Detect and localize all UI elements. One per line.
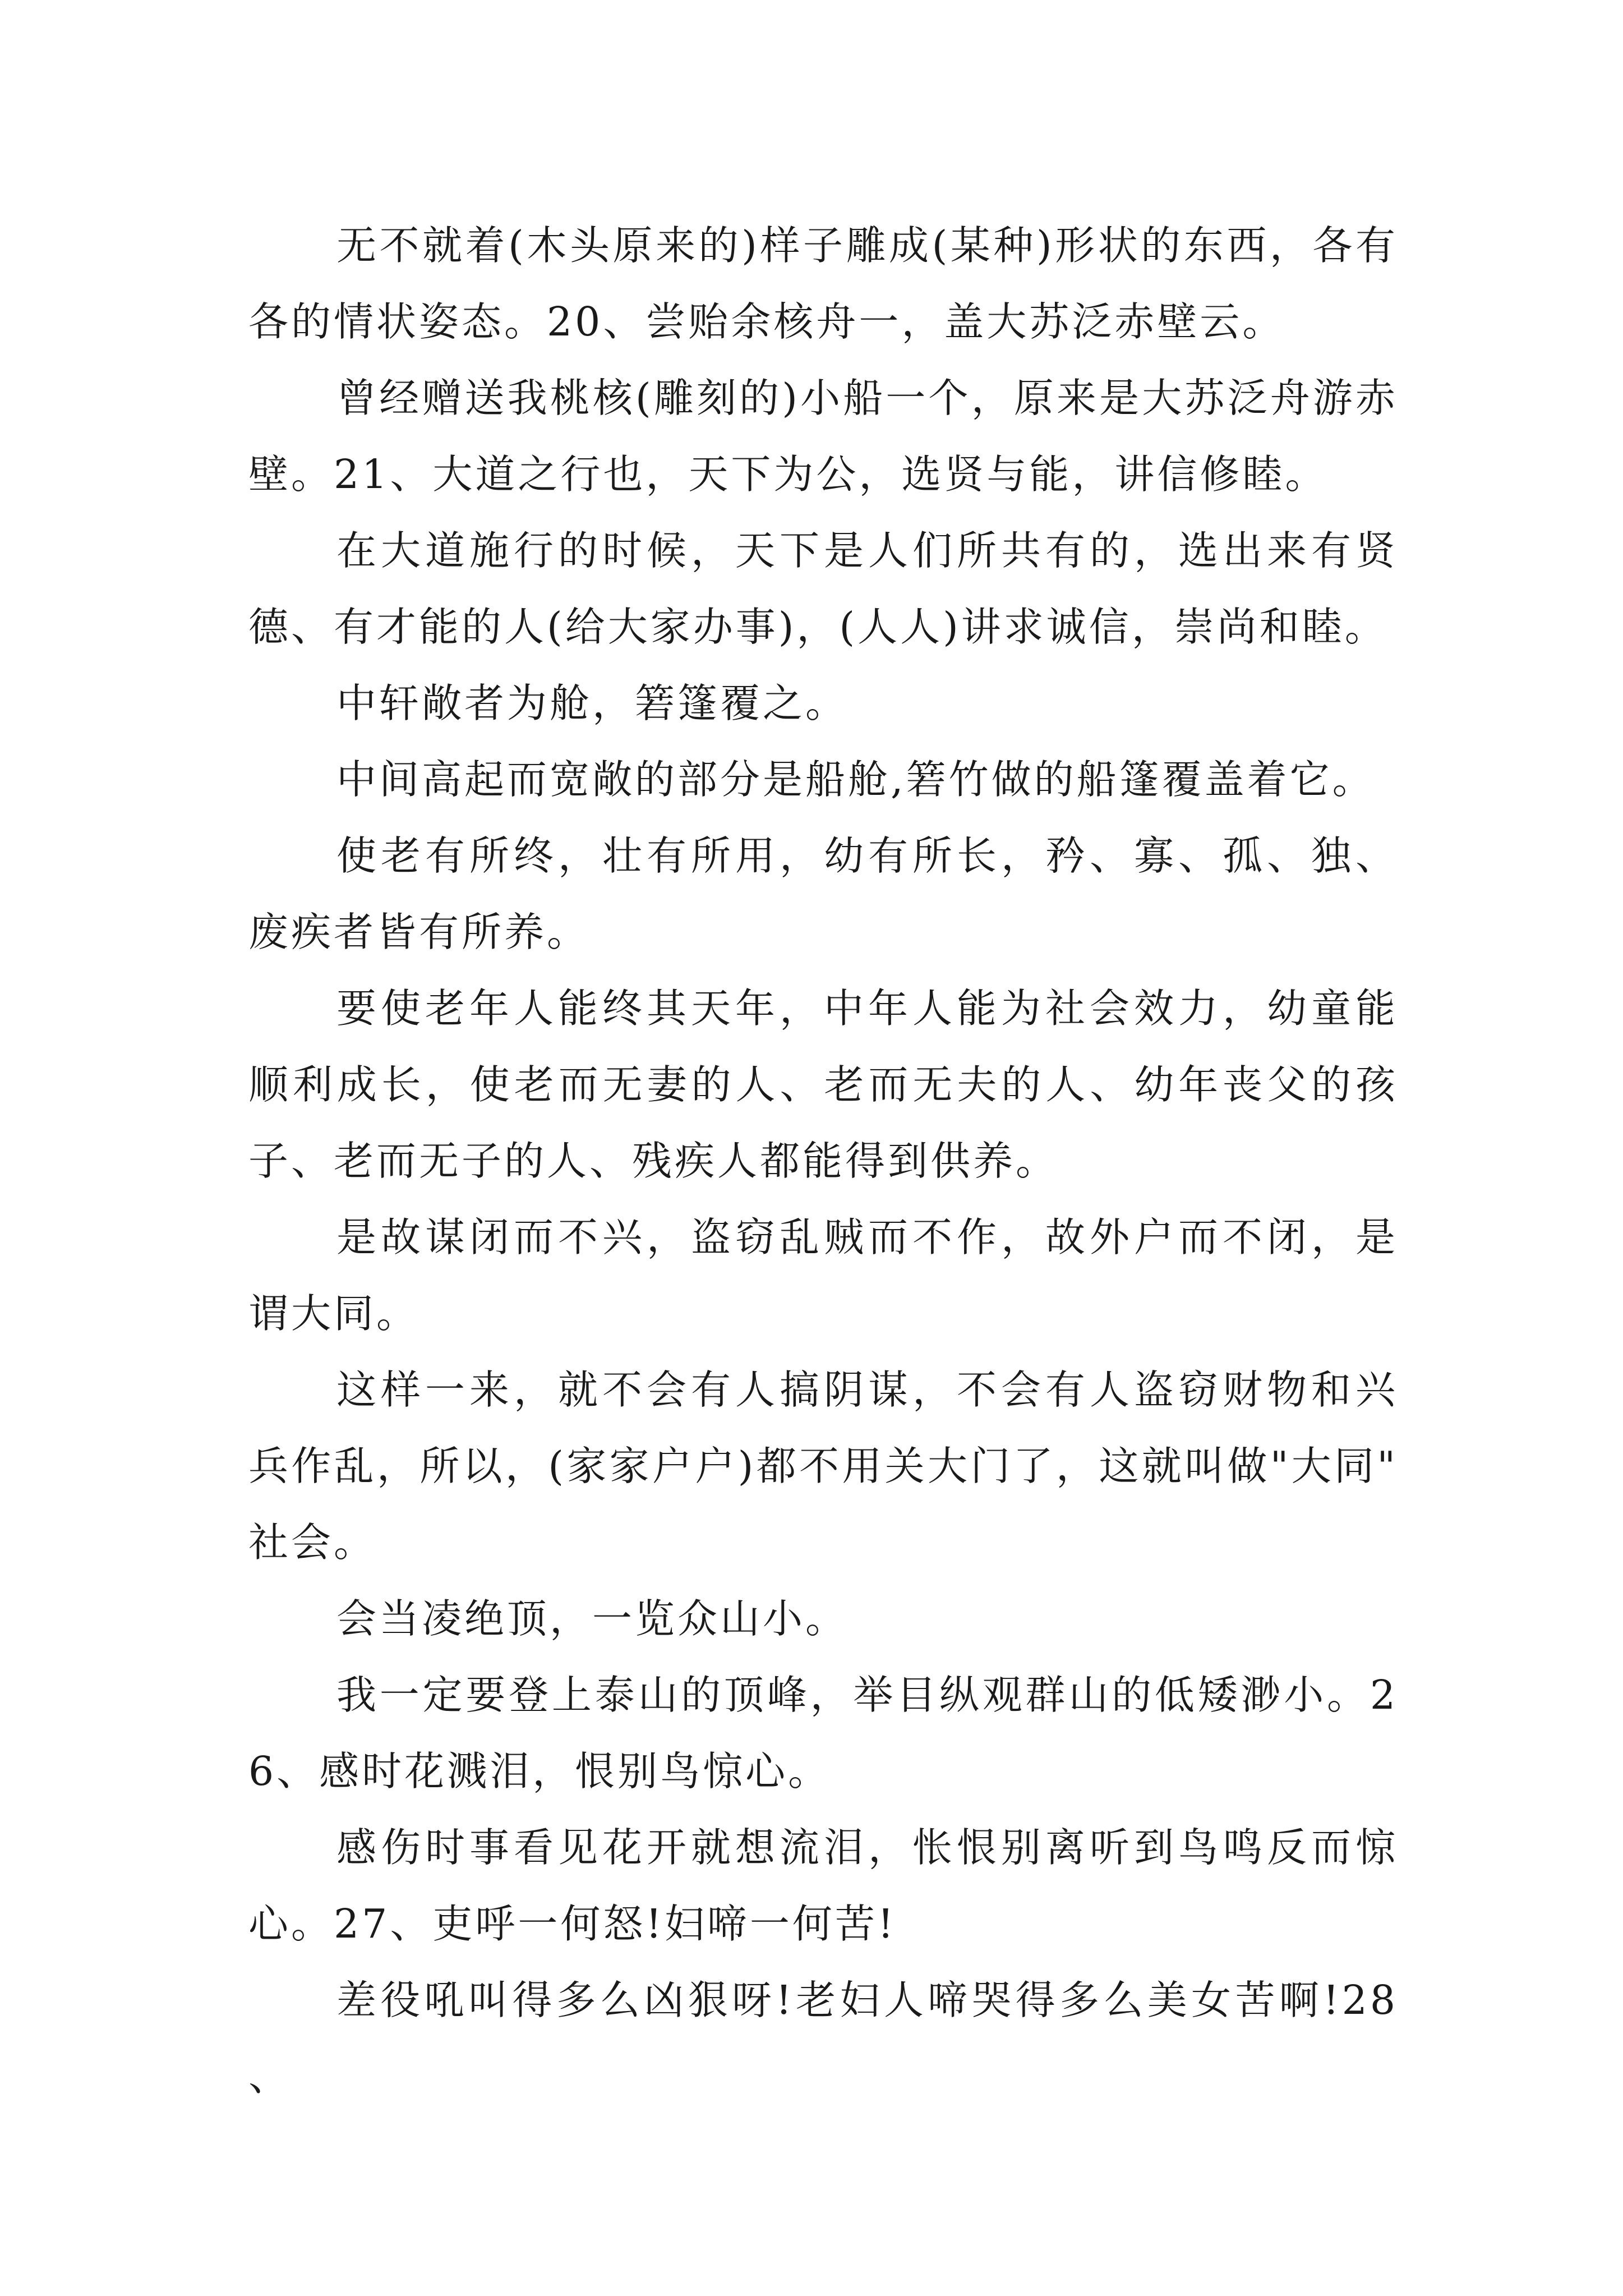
paragraph-7: 要使老年人能终其天年，中年人能为社会效力，幼童能顺利成长，使老而无妻的人、老而无夫的人、幼年丧父的孩子、老而无子的人、残疾人都能得到供养。 bbox=[248, 985, 1398, 1184]
paragraph-10: 会当凌绝顶，一览众山小。 bbox=[336, 1595, 849, 1642]
paragraph-11: 我一定要登上泰山的顶峰，举目纵观群山的低矮渺小。26、感时花溅泪，恨别鸟惊心。 bbox=[248, 1672, 1398, 1795]
paragraph-8: 是故谋闭而不兴，盗窃乱贼而不作，故外户而不闭，是谓大同。 bbox=[248, 1214, 1398, 1337]
paragraph-1: 无不就着(木头原来的)样子雕成(某种)形状的东西，各有各的情状姿态。20、尝贻余核舟一，盖大苏泛赤壁云。 bbox=[248, 222, 1398, 345]
paragraph-13: 差役吼叫得多么凶狠呀!老妇人啼哭得多么美女苦啊!28、 bbox=[248, 1977, 1398, 2100]
paragraph-9: 这样一来，就不会有人搞阴谋，不会有人盗窃财物和兴兵作乱，所以，(家家户户)都不用关大门了，这就叫做"大同"社会。 bbox=[248, 1366, 1398, 1566]
paragraph-4: 中轩敞者为舱，箬篷覆之。 bbox=[336, 680, 849, 726]
paragraph-12: 感伤时事看见花开就想流泪，怅恨别离听到鸟鸣反而惊心。27、吏呼一何怒!妇啼一何苦! bbox=[248, 1824, 1398, 1947]
document-body bbox=[248, 208, 1398, 2115]
paragraph-3: 在大道施行的时候，天下是人们所共有的，选出来有贤德、有才能的人(给大家办事)，(人人)讲求诚信，崇尚和睦。 bbox=[248, 527, 1398, 650]
paragraph-6: 使老有所终，壮有所用，幼有所长，矜、寡、孤、独、废疾者皆有所养。 bbox=[248, 832, 1398, 955]
paragraph-5: 中间高起而宽敞的部分是船舱,箬竹做的船篷覆盖着它。 bbox=[336, 756, 1375, 803]
paragraph-2: 曾经赠送我桃核(雕刻的)小船一个，原来是大苏泛舟游赤壁。21、大道之行也，天下为公，选贤与能，讲信修睦。 bbox=[248, 375, 1398, 498]
